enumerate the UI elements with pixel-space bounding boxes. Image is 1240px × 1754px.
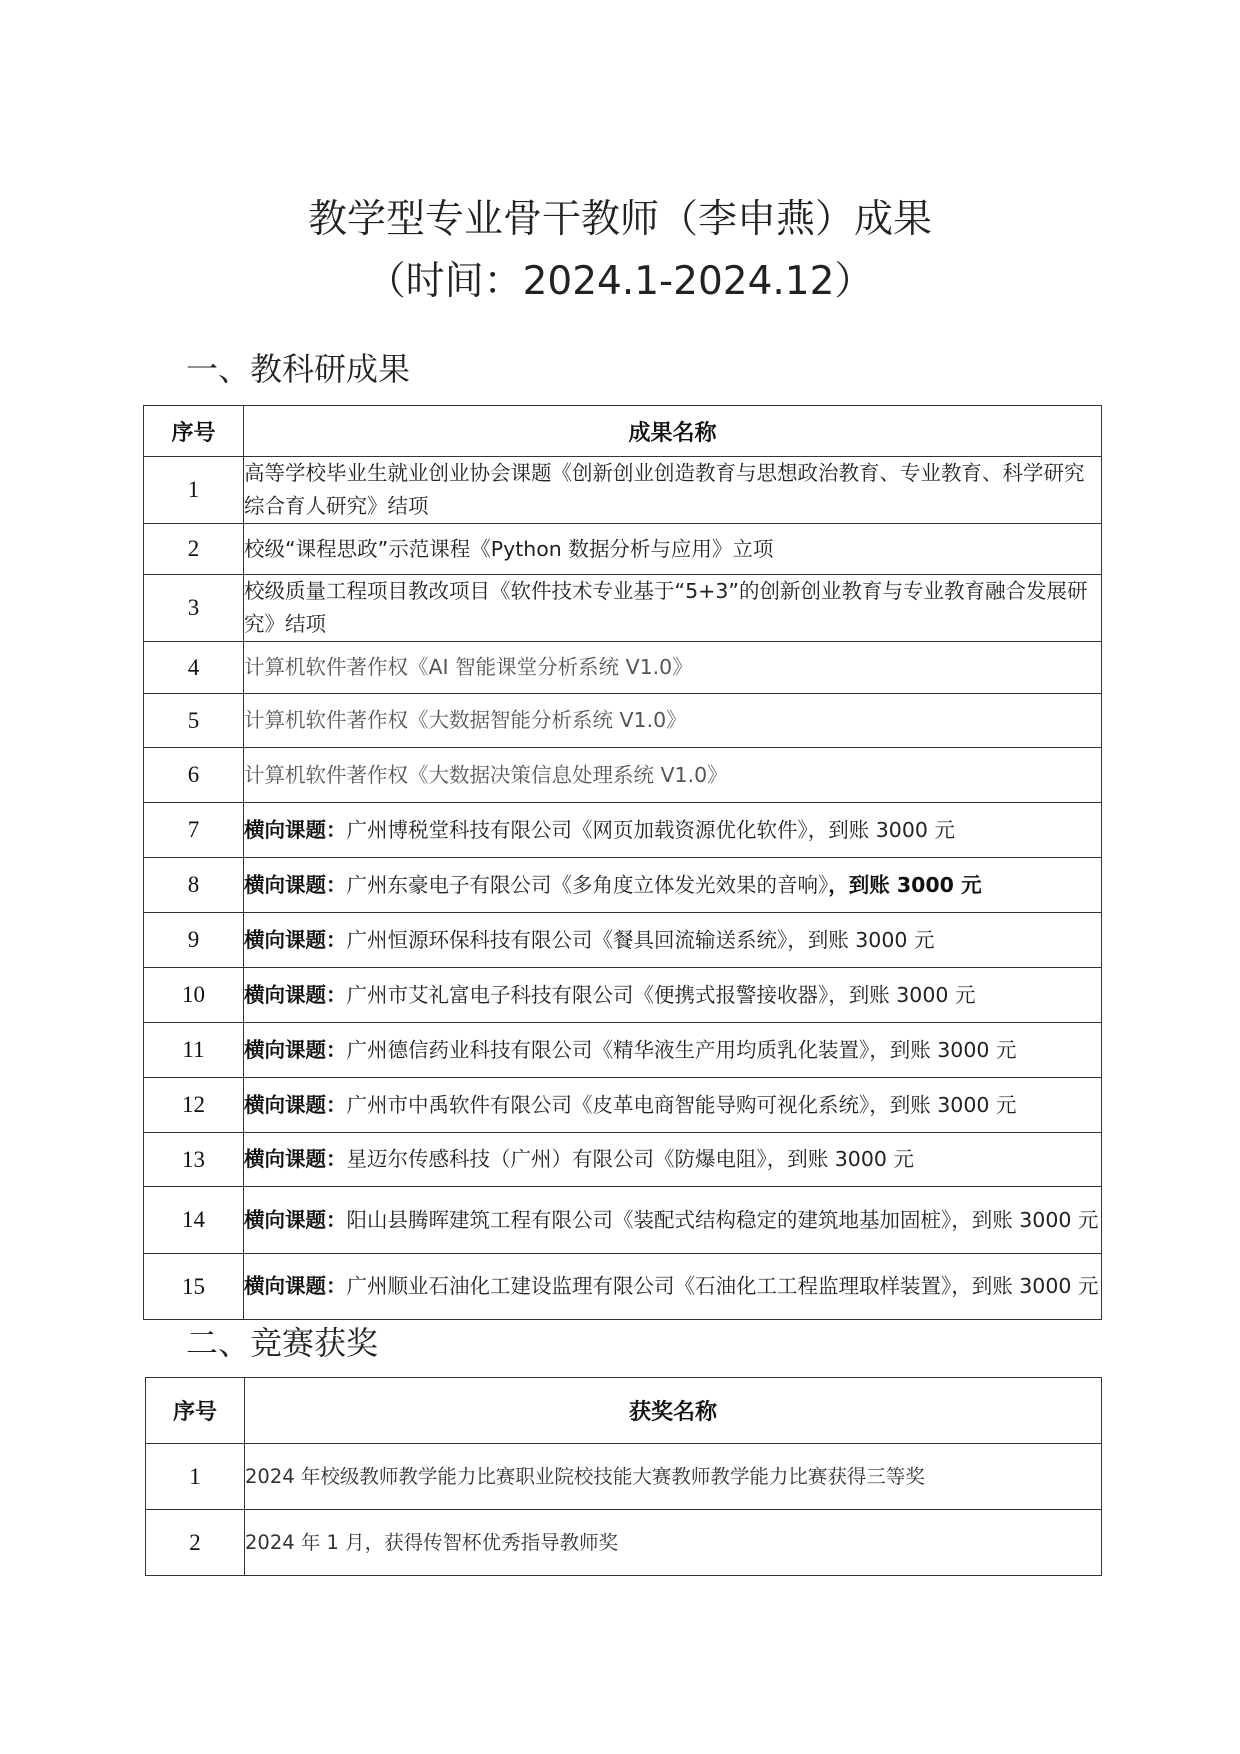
table-row xyxy=(144,575,1102,642)
row-number: 1 xyxy=(146,1444,245,1510)
row-number: 13 xyxy=(144,1133,244,1187)
row-number: 15 xyxy=(144,1254,244,1320)
row-number: 2 xyxy=(146,1510,245,1576)
achievement-name xyxy=(244,858,1102,913)
row-number: 10 xyxy=(144,968,244,1023)
achievement-name xyxy=(244,1133,1102,1187)
achievement-name xyxy=(244,968,1102,1023)
project-type-label: 横向课题： xyxy=(244,982,347,1007)
row-number: 11 xyxy=(144,1023,244,1078)
achievement-name xyxy=(244,913,1102,968)
table-row xyxy=(144,1078,1102,1133)
section-heading-research: 一、教科研成果 xyxy=(186,350,411,388)
column-header-no: 序号 xyxy=(146,1378,245,1444)
awards-table xyxy=(145,1377,1102,1576)
table-row xyxy=(144,524,1102,575)
table-row xyxy=(144,1023,1102,1078)
project-detail: 广州市中禹软件有限公司《皮革电商智能导购可视化系统》，到账 3000 元 xyxy=(346,1092,1017,1117)
award-name: 2024 年校级教师教学能力比赛职业院校技能大赛教师教学能力比赛获得三等奖 xyxy=(245,1444,1102,1510)
project-type-label: 横向课题： xyxy=(244,817,347,842)
achievement-name: 计算机软件著作权《AI 智能课堂分析系统 V1.0》 xyxy=(244,642,1102,694)
table-row xyxy=(144,1133,1102,1187)
research-table xyxy=(143,405,1102,1320)
achievement-name: 校级质量工程项目教改项目《软件技术专业基于“5+3”的创新创业教育与专业教育融合发展研究》结项 xyxy=(244,575,1102,642)
row-number: 6 xyxy=(144,748,244,803)
table-row xyxy=(144,694,1102,748)
table-header-row xyxy=(144,406,1102,457)
table-row xyxy=(146,1444,1102,1510)
row-number: 5 xyxy=(144,694,244,748)
table-row xyxy=(144,1254,1102,1320)
row-number: 14 xyxy=(144,1187,244,1254)
project-detail: 广州恒源环保科技有限公司《餐具回流输送系统》，到账 3000 元 xyxy=(346,927,935,952)
column-header-name: 成果名称 xyxy=(244,406,1102,457)
achievement-name: 计算机软件著作权《大数据智能分析系统 V1.0》 xyxy=(244,694,1102,748)
column-header-no: 序号 xyxy=(144,406,244,457)
table-row xyxy=(144,642,1102,694)
project-type-label: 横向课题： xyxy=(244,1207,347,1232)
achievement-name xyxy=(244,1187,1102,1254)
table-row xyxy=(144,968,1102,1023)
project-type-label: 横向课题： xyxy=(244,1147,347,1171)
project-type-label: 横向课题： xyxy=(244,1274,347,1298)
document-period: （时间：2024.1-2024.12） xyxy=(366,259,874,304)
project-detail: 广州德信药业科技有限公司《精华液生产用均质乳化装置》，到账 3000 元 xyxy=(346,1037,1017,1062)
achievement-name xyxy=(244,1254,1102,1320)
row-number: 1 xyxy=(144,457,244,524)
table-header-row xyxy=(146,1378,1102,1444)
achievement-name: 高等学校毕业生就业创业协会课题《创新创业创造教育与思想政治教育、专业教育、科学研究综合育人研究》结项 xyxy=(244,457,1102,524)
project-detail: 星迈尔传感科技（广州）有限公司《防爆电阻》，到账 3000 元 xyxy=(346,1147,914,1171)
project-type-label: 横向课题： xyxy=(244,927,347,952)
table-row xyxy=(144,748,1102,803)
project-detail: 广州东豪电子有限公司《多角度立体发光效果的音响》 xyxy=(346,872,829,897)
project-type-label: 横向课题： xyxy=(244,1092,347,1117)
project-type-label: 横向课题： xyxy=(244,1037,347,1062)
achievement-name: 校级“课程思政”示范课程《Python 数据分析与应用》立项 xyxy=(244,524,1102,575)
project-detail: 广州顺业石油化工建设监理有限公司《石油化工工程监理取样装置》，到账 3000 元 xyxy=(346,1274,1099,1298)
table-row xyxy=(146,1510,1102,1576)
project-detail: 广州市艾礼富电子科技有限公司《便携式报警接收器》，到账 3000 元 xyxy=(346,982,976,1007)
row-number: 12 xyxy=(144,1078,244,1133)
table-row xyxy=(144,858,1102,913)
row-number: 2 xyxy=(144,524,244,575)
achievement-name xyxy=(244,803,1102,858)
document-title: 教学型专业骨干教师（李申燕）成果 xyxy=(307,197,932,242)
table-row xyxy=(144,803,1102,858)
row-number: 9 xyxy=(144,913,244,968)
row-number: 7 xyxy=(144,803,244,858)
column-header-name: 获奖名称 xyxy=(245,1378,1102,1444)
table-row xyxy=(144,457,1102,524)
project-detail: 广州博税堂科技有限公司《网页加载资源优化软件》，到账 3000 元 xyxy=(346,817,955,842)
row-number: 8 xyxy=(144,858,244,913)
row-number: 4 xyxy=(144,642,244,694)
award-name: 2024 年 1 月，获得传智杯优秀指导教师奖 xyxy=(245,1510,1102,1576)
table-row xyxy=(144,1187,1102,1254)
achievement-name: 计算机软件著作权《大数据决策信息处理系统 V1.0》 xyxy=(244,748,1102,803)
achievement-name xyxy=(244,1078,1102,1133)
row-number: 3 xyxy=(144,575,244,642)
project-type-label: 横向课题： xyxy=(244,872,347,897)
table-row xyxy=(144,913,1102,968)
achievement-name xyxy=(244,1023,1102,1078)
section-heading-awards: 二、竞赛获奖 xyxy=(186,1324,379,1362)
project-detail: 阳山县腾晖建筑工程有限公司《装配式结构稳定的建筑地基加固桩》，到账 3000 元 xyxy=(346,1207,1099,1232)
project-funding: ，到账 3000 元 xyxy=(828,872,982,897)
